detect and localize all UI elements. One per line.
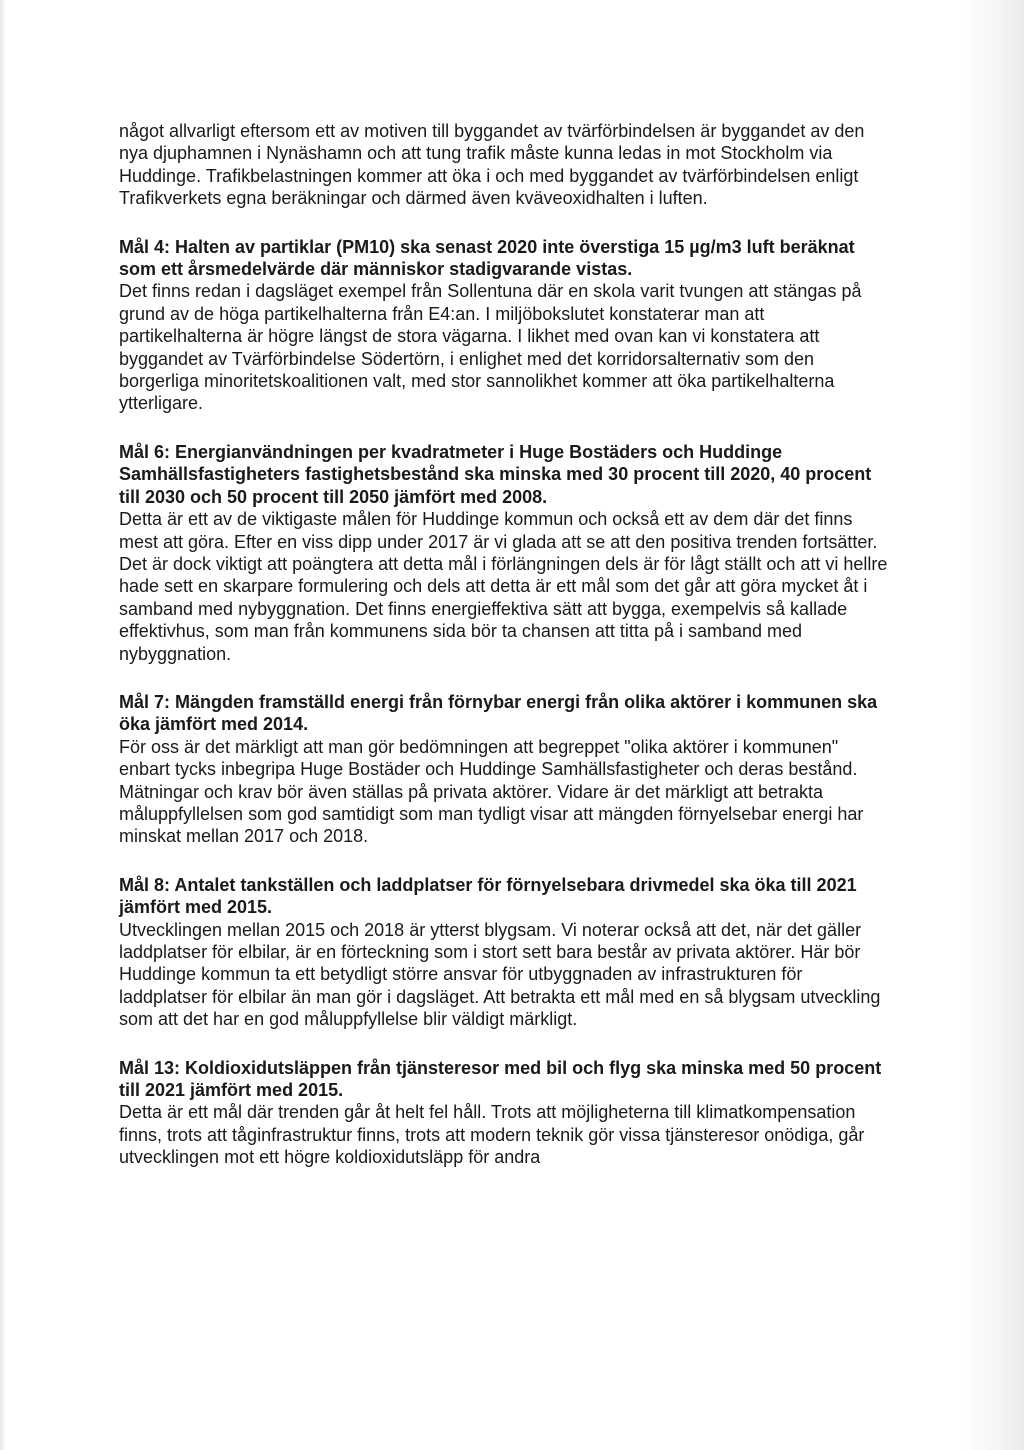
intro-paragraph: något allvarligt eftersom ett av motiven till byggandet av tvärförbindelsen är byggandet av den nya djuphamnen i Nynäshamn och att tung trafik måste kunna ledas in mot Stockholm via Huddinge. Trafikbelastningen kommer att öka i och med byggandet av tvärförbindelsen enligt Trafikverkets egna beräkningar och därmed även kväveoxidhalten i luften. [119,121,865,209]
section-goal-13 [119,1057,889,1169]
section-heading: Mål 13: Koldioxidutsläppen från tjänsteresor med bil och flyg ska minska med 50 procent till 2021 jämfört med 2015. [119,1057,882,1101]
section-goal-4 [119,236,889,415]
section-goal-8 [119,874,889,1031]
scan-edge-right [964,0,1024,1450]
section-heading: Mål 7: Mängden framställd energi från förnybar energi från olika aktörer i kommunen ska öka jämfört med 2014. [119,691,878,735]
scan-edge-left [0,0,6,1450]
section-body: Utvecklingen mellan 2015 och 2018 är ytterst blygsam. Vi noterar också att det, när det gäller laddplatser för elbilar, är en förteckning som i stort sett bara består av privata aktörer. Här bör Huddinge kommun ta ett betydligt större ansvar för utbyggnaden av infrastrukturen för laddplatser för elbilar än man gör i dagsläget. Att betrakta ett mål med en så blygsam utveckling som att det har en god måluppfyllelse blir väldigt märkligt. [119,919,881,1030]
section-heading: Mål 6: Energianvändningen per kvadratmeter i Huge Bostäders och Huddinge Samhällsfastigheters fastighetsbestånd ska minska med 30 procent till 2020, 40 procent till 2030 och 50 procent till 2050 jämfört med 2008. [119,441,872,507]
section-body: Detta är ett mål där trenden går åt helt fel håll. Trots att möjligheterna till klimatkompensation finns, trots att tåginfrastruktur finns, trots att modern teknik gör vissa tjänsteresor onödiga, går utvecklingen mot ett högre koldioxidutsläpp för andra [119,1102,865,1168]
section-body: Detta är ett av de viktigaste målen för Huddinge kommun och också ett av dem där det finns mest att göra. Efter en viss dipp under 2017 är vi glada att se att den positiva trenden fortsätter. Det är dock viktigt att poängtera att detta mål i förlängningen dels är för lågt ställt och att vi hellre hade sett en skarpare formulering och dels att detta är ett mål som det går att göra mycket åt i samband med nybyggnation. Det finns energieffektiva sätt att bygga, exempelvis så kallade effektivhus, som man från kommunens sida bör ta chansen att titta på i samband med nybyggnation. [119,509,888,664]
section-heading: Mål 8: Antalet tankställen och laddplatser för förnyelsebara drivmedel ska öka till 2021 jämfört med 2015. [119,874,857,918]
section-body: Det finns redan i dagsläget exempel från Sollentuna där en skola varit tvungen att stängas på grund av de höga partikelhalterna från E4:an. I miljöbokslutet konstaterar man att partikelhalterna är högre längst de stora vägarna. I likhet med ovan kan vi konstatera att byggandet av Tvärförbindelse Södertörn, i enlighet med det korridorsalternativ som den borgerliga minoritetskoalitionen valt, med stor sannolikhet kommer att öka partikelhalterna ytterligare. [119,281,862,414]
section-heading: Mål 4: Halten av partiklar (PM10) ska senast 2020 inte överstiga 15 µg/m3 luft beräknat som ett årsmedelvärde där människor stadigvarande vistas. [119,236,855,280]
section-goal-6 [119,441,889,665]
section-body: För oss är det märkligt att man gör bedömningen att begreppet "olika aktörer i kommunen" enbart tycks inbegripa Huge Bostäder och Huddinge Samhällsfastigheter och deras bestånd. Mätningar och krav bör även ställas på privata aktörer. Vidare är det märkligt att betrakta måluppfyllelsen som god samtidigt som man tydligt visar att mängden förnyelsebar energi har minskat mellan 2017 och 2018. [119,736,864,847]
section-goal-7 [119,691,889,848]
document-page [119,120,889,1169]
